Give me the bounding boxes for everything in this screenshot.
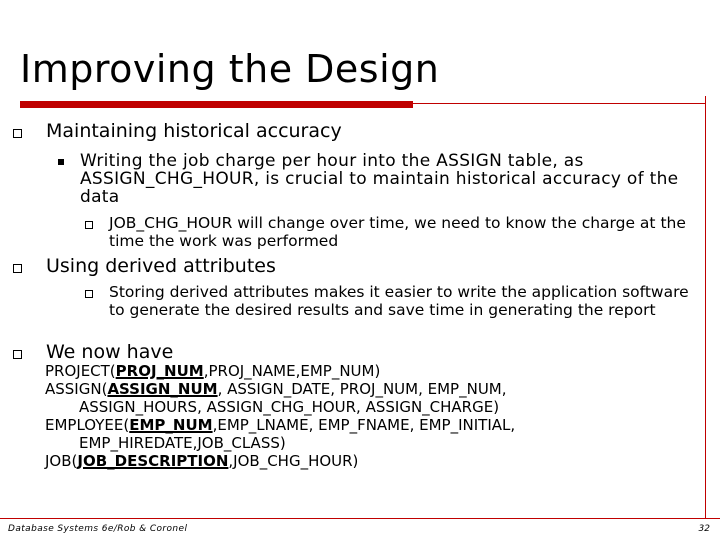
schema-employee-cont: EMP_HIREDATE,JOB_CLASS) bbox=[79, 434, 286, 452]
primary-key: JOB_DESCRIPTION bbox=[77, 452, 229, 470]
footer-source: Database Systems 6e/Rob & Coronel bbox=[8, 524, 188, 534]
relational-schema bbox=[45, 362, 515, 470]
schema-job: JOB(JOB_DESCRIPTION,JOB_CHG_HOUR) bbox=[45, 452, 359, 470]
bullet-text: Storing derived attributes makes it easier to write the application software to generate the desired results and save time in generating the report bbox=[109, 283, 689, 319]
schema-assign: ASSIGN(ASSIGN_NUM, ASSIGN_DATE, PROJ_NUM, EMP_NUM, bbox=[45, 380, 507, 398]
primary-key: PROJ_NUM bbox=[115, 362, 204, 380]
hollow-square-bullet-icon bbox=[13, 129, 22, 138]
primary-key: ASSIGN_NUM bbox=[107, 380, 218, 398]
slide-title: Improving the Design bbox=[20, 47, 440, 91]
hollow-square-bullet-icon bbox=[85, 290, 93, 298]
bullet-text: Maintaining historical accuracy bbox=[46, 120, 342, 142]
bullet-text: We now have bbox=[46, 341, 174, 363]
title-rule-accent bbox=[20, 101, 413, 108]
sub-bullet-storing-derived bbox=[85, 283, 709, 319]
bullet-we-now-have bbox=[13, 342, 173, 363]
footer-rule bbox=[0, 518, 720, 519]
schema-project: PROJECT(PROJ_NUM,PROJ_NAME,EMP_NUM) bbox=[45, 362, 381, 380]
bullet-historical-accuracy bbox=[13, 121, 342, 142]
primary-key: EMP_NUM bbox=[129, 416, 213, 434]
hollow-square-bullet-icon bbox=[13, 264, 22, 273]
filled-square-bullet-icon bbox=[58, 159, 64, 165]
page-number: 32 bbox=[698, 524, 710, 534]
sub-sub-bullet-job-chg-hour bbox=[85, 214, 709, 250]
sub-bullet-assign-chg-hour bbox=[58, 152, 710, 206]
bullet-text: JOB_CHG_HOUR will change over time, we need to know the charge at the time the work was performed bbox=[109, 214, 686, 250]
bullet-text: Writing the job charge per hour into the ASSIGN table, as ASSIGN_CHG_HOUR, is crucial to maintain historical accuracy of the data bbox=[80, 151, 679, 207]
hollow-square-bullet-icon bbox=[85, 221, 93, 229]
hollow-square-bullet-icon bbox=[13, 350, 22, 359]
schema-employee: EMPLOYEE(EMP_NUM,EMP_LNAME, EMP_FNAME, EMP_INITIAL, bbox=[45, 416, 516, 434]
bullet-derived-attributes bbox=[13, 256, 276, 277]
schema-assign-cont: ASSIGN_HOURS, ASSIGN_CHG_HOUR, ASSIGN_CHARGE) bbox=[79, 398, 500, 416]
bullet-text: Using derived attributes bbox=[46, 255, 276, 277]
